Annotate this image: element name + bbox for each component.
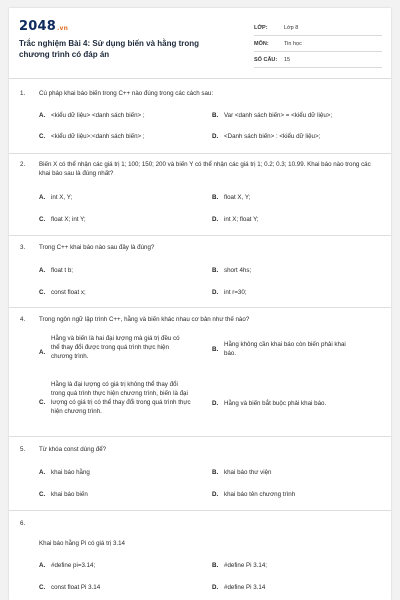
question-number: 6. xyxy=(20,520,26,527)
question-stem: Từ khóa const dùng để? xyxy=(39,446,107,453)
meta-row-class xyxy=(254,20,382,36)
site-logo[interactable]: 2048.vn xyxy=(19,19,69,34)
question-1: 1. Cú pháp khai báo biến trong C++ nào đúng trong các cách sau: A. <kiểu dữ liệu> <danh sách biến> ; B. Var <danh sách biến> = <kiểu dữ liệu>; C. <kiểu dữ liệu>:<danh sách biến> ; D. <Danh sách biến> : <kiểu dữ liệu>; xyxy=(9,78,391,154)
question-4: 4. Trong ngôn ngữ lập trình C++, hằng và biến khác nhau cơ bản như thế nào? A. Hằng và biến là hai đại lượng mà giá trị đều có thể thay đổi được trong quá trình thực hiện chương trình. B. Hằng không cần khai báo còn biến phải khai báo. C. Hằng là đại lượng có giá trị không thể thay đổi trong quá trình thực hiện chương trình, biến là đại lượng có giá trị có thể thay đổi trong quá trình thực hiện chương trình. D. Hằng và biến bắt buộc phải khai báo. xyxy=(9,307,391,437)
question-stem: Khai báo hằng Pi có giá trị 3.14 xyxy=(39,540,125,547)
question-stem: Trong ngôn ngữ lập trình C++, hằng và biến khác nhau cơ bản như thế nào? xyxy=(39,316,250,323)
question-stem: Cú pháp khai báo biến trong C++ nào đúng trong các cách sau: xyxy=(39,90,214,97)
question-3: 3. Trong C++ khai báo nào sau đây là đúng? A. float t b; B. short 4hs; C. const float x; D. int r=30; xyxy=(9,235,391,308)
meta-key: MÔN: xyxy=(254,40,269,47)
page-title: Trắc nghiệm Bài 4: Sử dụng biến và hằng trong chương trình có đáp án xyxy=(19,39,200,59)
question-5: 5. Từ khóa const dùng để? A. khai báo hằng B. khai báo thư viện C. khai báo biến D. khai báo tên chương trình xyxy=(9,436,391,511)
meta-row-count xyxy=(254,52,382,68)
meta-key: SỐ CÂU: xyxy=(254,56,278,63)
worksheet-page xyxy=(9,8,391,600)
question-stem: Trong C++ khai báo nào sau đây là đúng? xyxy=(39,244,155,251)
meta-value: 15 xyxy=(284,56,291,63)
question-stem: Biến X có thể nhận các giá trị 1; 100; 150; 200 và biến Y có thể nhận các giá trị 1; 0.2; 0.3; 10.99. Khai báo nào trong các khai báo sau là đúng nhất? xyxy=(39,161,371,177)
meta-row-subject xyxy=(254,36,382,52)
option-a[interactable]: A. Hằng và biến là hai đại lượng mà giá trị đều có thể thay đổi được trong quá trình thực hiện chương trình. xyxy=(39,335,180,360)
meta-value: Tin học xyxy=(284,40,302,47)
option-c[interactable]: C. Hằng là đại lượng có giá trị không thể thay đổi trong quá trình thực hiện chương trình, biến là đại lượng có giá trị có thể thay đổi trong quá trình thực hiện chương trình. xyxy=(39,381,191,415)
question-number: 4. xyxy=(20,316,26,323)
question-6: 6. Khai báo hằng Pi có giá trị 3.14 A. #define pi=3.14; B. #define Pi 3.14; C. const float Pi 3.14 D. #define Pi 3.14 xyxy=(9,510,391,600)
meta-value: Lớp 8 xyxy=(284,24,299,31)
question-number: 2. xyxy=(20,161,26,168)
question-2: 2. Biến X có thể nhận các giá trị 1; 100; 150; 200 và biến Y có thể nhận các giá trị 1; 0.2; 0.3; 10.99. Khai báo nào trong các khai báo sau là đúng nhất? A. int X, Y; B. float X, Y; C. float X; int Y; D. int X; float Y; xyxy=(9,153,391,236)
question-number: 1. xyxy=(20,90,26,97)
meta-panel xyxy=(254,20,382,68)
question-number: 3. xyxy=(20,244,26,251)
meta-key: LỚP: xyxy=(254,24,268,31)
question-number: 5. xyxy=(20,446,26,453)
